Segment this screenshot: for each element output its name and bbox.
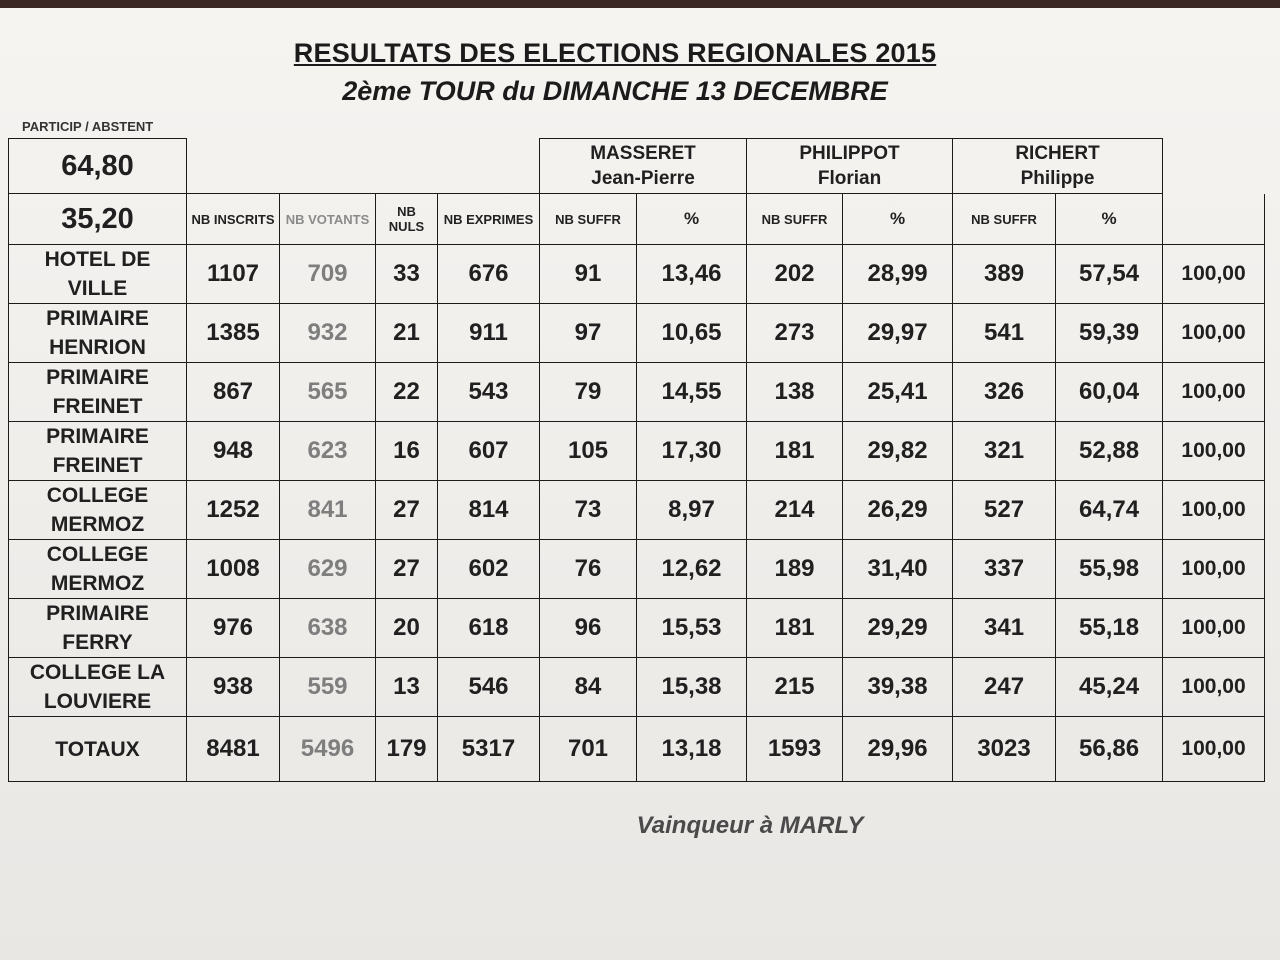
candidate-header-row — [9, 139, 1265, 194]
cell-p3: 60,04 — [1056, 363, 1163, 422]
cell-p3: 55,98 — [1056, 540, 1163, 599]
cell-exprimes: 676 — [438, 245, 540, 304]
cell-nuls: 27 — [376, 540, 438, 599]
cell-exprimes: 546 — [438, 658, 540, 717]
table-row — [9, 304, 1265, 363]
winner-note: Vainqueur à MARLY — [636, 812, 864, 839]
cell-c2: 181 — [747, 422, 843, 481]
candidate-2-header — [747, 139, 953, 194]
cell-votants: 559 — [280, 658, 376, 717]
cell-p3: 56,86 — [1056, 717, 1163, 782]
cell-c2: 138 — [747, 363, 843, 422]
cell-c2: 181 — [747, 599, 843, 658]
cell-inscrits: 976 — [187, 599, 280, 658]
cell-exprimes: 543 — [438, 363, 540, 422]
bureau-name — [9, 245, 187, 304]
cell-nuls: 27 — [376, 481, 438, 540]
cell-nuls: 13 — [376, 658, 438, 717]
cell-c3: 527 — [953, 481, 1056, 540]
cell-exprimes: 5317 — [438, 717, 540, 782]
header-exprimes: NB EXPRIMES — [438, 194, 540, 245]
cell-votants: 565 — [280, 363, 376, 422]
table-row — [9, 658, 1265, 717]
candidate-1-header — [540, 139, 747, 194]
cell-p1: 13,18 — [637, 717, 747, 782]
cell-p2: 31,40 — [843, 540, 953, 599]
cell-votants: 623 — [280, 422, 376, 481]
cell-exprimes: 607 — [438, 422, 540, 481]
cell-p1: 17,30 — [637, 422, 747, 481]
bureau-name-line1: PRIMAIRE — [46, 425, 149, 448]
cell-c2: 189 — [747, 540, 843, 599]
cell-votants: 709 — [280, 245, 376, 304]
cell-c1: 96 — [540, 599, 637, 658]
cell-p2: 29,29 — [843, 599, 953, 658]
bureau-name-line1: PRIMAIRE — [46, 366, 149, 389]
cell-total: 100,00 — [1163, 717, 1265, 782]
bureau-name-line2: MERMOZ — [50, 572, 145, 595]
candidate-2-lastname: PHILIPPOT — [799, 143, 900, 164]
bureau-name-line1: HOTEL DE — [44, 248, 151, 271]
table-row — [9, 422, 1265, 481]
cell-p3: 57,54 — [1056, 245, 1163, 304]
document-title: RESULTATS DES ELECTIONS REGIONALES 2015 — [293, 38, 937, 68]
cell-p3: 45,24 — [1056, 658, 1163, 717]
bureau-name-line1: COLLEGE — [46, 484, 149, 507]
bureau-name-line2: MERMOZ — [50, 513, 145, 536]
bureau-name-line2: FREINET — [52, 395, 143, 418]
candidate-1-firstname: Jean-Pierre — [591, 168, 695, 189]
cell-p2: 29,96 — [843, 717, 953, 782]
cell-c1: 76 — [540, 540, 637, 599]
header-suffr-2: NB SUFFR — [747, 194, 843, 245]
cell-p3: 52,88 — [1056, 422, 1163, 481]
cell-c1: 73 — [540, 481, 637, 540]
totals-row — [9, 717, 1265, 782]
cell-nuls: 33 — [376, 245, 438, 304]
bureau-name-line1: TOTAUX — [55, 737, 140, 761]
cell-inscrits: 1252 — [187, 481, 280, 540]
cell-c2: 215 — [747, 658, 843, 717]
cell-votants: 638 — [280, 599, 376, 658]
cell-exprimes: 814 — [438, 481, 540, 540]
header-nuls — [376, 194, 438, 245]
bureau-name — [9, 363, 187, 422]
bureau-name-line1: PRIMAIRE — [46, 602, 149, 625]
cell-c1: 84 — [540, 658, 637, 717]
cell-p2: 25,41 — [843, 363, 953, 422]
table-row — [9, 363, 1265, 422]
table-row — [9, 245, 1265, 304]
bureau-name — [9, 304, 187, 363]
bureau-name-line1: COLLEGE LA — [29, 661, 166, 684]
cell-exprimes: 911 — [438, 304, 540, 363]
cell-c3: 321 — [953, 422, 1056, 481]
candidate-2-firstname: Florian — [817, 168, 882, 189]
cell-total: 100,00 — [1163, 363, 1265, 422]
cell-c3: 341 — [953, 599, 1056, 658]
cell-c2: 202 — [747, 245, 843, 304]
table-row — [9, 540, 1265, 599]
document-subtitle: 2ème TOUR du DIMANCHE 13 DECEMBRE — [342, 76, 888, 106]
cell-votants: 629 — [280, 540, 376, 599]
header-pct-1: % — [637, 194, 747, 245]
participation-label: PARTICIP / ABSTENT — [22, 119, 154, 134]
cell-c3: 3023 — [953, 717, 1056, 782]
bureau-name-line1: COLLEGE — [46, 543, 149, 566]
cell-inscrits: 948 — [187, 422, 280, 481]
bureau-name — [9, 422, 187, 481]
header-pct-3: % — [1056, 194, 1163, 245]
header-pct-2: % — [843, 194, 953, 245]
cell-votants: 841 — [280, 481, 376, 540]
cell-votants: 932 — [280, 304, 376, 363]
cell-p2: 29,82 — [843, 422, 953, 481]
cell-p2: 39,38 — [843, 658, 953, 717]
cell-inscrits: 938 — [187, 658, 280, 717]
cell-inscrits: 1385 — [187, 304, 280, 363]
cell-nuls: 22 — [376, 363, 438, 422]
cell-inscrits: 1107 — [187, 245, 280, 304]
cell-nuls: 179 — [376, 717, 438, 782]
cell-p1: 15,53 — [637, 599, 747, 658]
cell-c3: 541 — [953, 304, 1056, 363]
cell-exprimes: 618 — [438, 599, 540, 658]
cell-total: 100,00 — [1163, 599, 1265, 658]
candidate-1-lastname: MASSERET — [590, 143, 696, 164]
header-nuls-line2: NULS — [388, 219, 425, 234]
cell-votants: 5496 — [280, 717, 376, 782]
cell-p2: 26,29 — [843, 481, 953, 540]
cell-c1: 79 — [540, 363, 637, 422]
bureau-name — [9, 658, 187, 717]
bureau-name-line1: PRIMAIRE — [46, 307, 149, 330]
cell-nuls: 16 — [376, 422, 438, 481]
table-row — [9, 599, 1265, 658]
candidate-3-lastname: RICHERT — [1015, 143, 1100, 164]
cell-p3: 55,18 — [1056, 599, 1163, 658]
cell-c1: 91 — [540, 245, 637, 304]
header-inscrits: NB INSCRITS — [187, 194, 280, 245]
participation-value: 64,80 — [9, 139, 187, 194]
abstention-value: 35,20 — [9, 194, 187, 245]
header-nuls-line1: NB — [397, 204, 416, 219]
cell-p2: 28,99 — [843, 245, 953, 304]
cell-p1: 10,65 — [637, 304, 747, 363]
cell-total: 100,00 — [1163, 658, 1265, 717]
cell-c3: 389 — [953, 245, 1056, 304]
bureau-name-line2: FREINET — [52, 454, 143, 477]
cell-c3: 337 — [953, 540, 1056, 599]
cell-p3: 64,74 — [1056, 481, 1163, 540]
cell-c3: 247 — [953, 658, 1056, 717]
header-suffr-3: NB SUFFR — [953, 194, 1056, 245]
results-sheet — [0, 8, 1280, 960]
cell-total: 100,00 — [1163, 540, 1265, 599]
bureau-name — [9, 717, 187, 782]
cell-p1: 12,62 — [637, 540, 747, 599]
header-votants: NB VOTANTS — [280, 194, 376, 245]
cell-p1: 15,38 — [637, 658, 747, 717]
cell-inscrits: 8481 — [187, 717, 280, 782]
cell-total: 100,00 — [1163, 481, 1265, 540]
cell-c2: 1593 — [747, 717, 843, 782]
cell-total: 100,00 — [1163, 245, 1265, 304]
bureau-name — [9, 481, 187, 540]
table-row — [9, 481, 1265, 540]
candidate-3-header — [953, 139, 1163, 194]
cell-inscrits: 1008 — [187, 540, 280, 599]
cell-p1: 13,46 — [637, 245, 747, 304]
bureau-name-line2: FERRY — [62, 631, 133, 654]
cell-p1: 14,55 — [637, 363, 747, 422]
bureau-name-line2: HENRION — [49, 336, 146, 359]
cell-c3: 326 — [953, 363, 1056, 422]
bureau-name-line2: LOUVIERE — [43, 690, 152, 713]
cell-inscrits: 867 — [187, 363, 280, 422]
cell-c2: 214 — [747, 481, 843, 540]
bureau-name — [9, 540, 187, 599]
candidate-3-firstname: Philippe — [1020, 168, 1095, 189]
cell-c1: 97 — [540, 304, 637, 363]
cell-total: 100,00 — [1163, 304, 1265, 363]
cell-nuls: 21 — [376, 304, 438, 363]
cell-exprimes: 602 — [438, 540, 540, 599]
cell-p1: 8,97 — [637, 481, 747, 540]
cell-c2: 273 — [747, 304, 843, 363]
cell-c1: 701 — [540, 717, 637, 782]
bureau-name-line2: VILLE — [67, 277, 128, 300]
cell-p3: 59,39 — [1056, 304, 1163, 363]
cell-nuls: 20 — [376, 599, 438, 658]
cell-total: 100,00 — [1163, 422, 1265, 481]
results-table — [8, 138, 1265, 782]
cell-p2: 29,97 — [843, 304, 953, 363]
column-header-row — [9, 194, 1265, 245]
header-suffr-1: NB SUFFR — [540, 194, 637, 245]
cell-c1: 105 — [540, 422, 637, 481]
bureau-name — [9, 599, 187, 658]
